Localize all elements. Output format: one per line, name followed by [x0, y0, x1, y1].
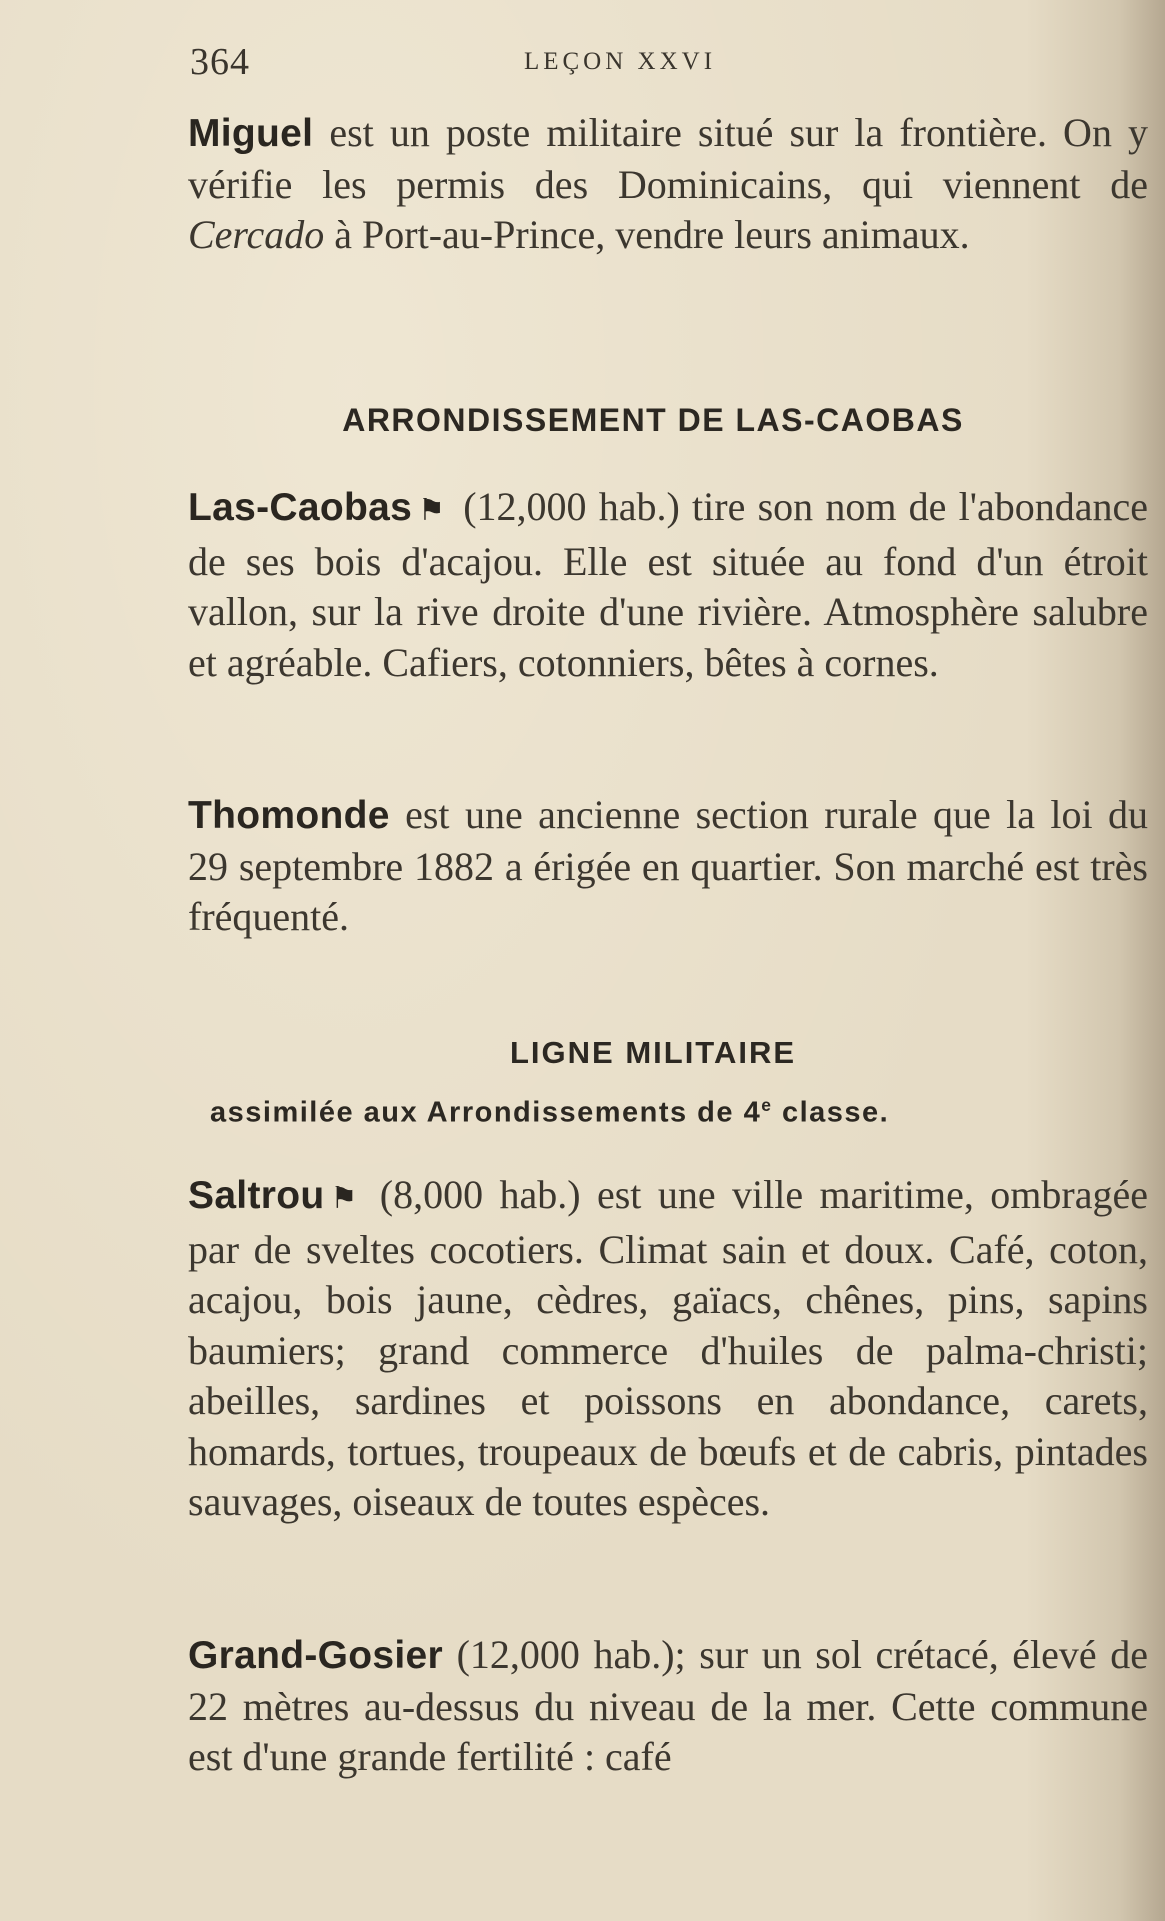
flag-icon: ⚑	[418, 493, 445, 528]
place-name-grand-gosier: Grand-Gosier	[188, 1634, 443, 1677]
paragraph-miguel	[188, 108, 1148, 261]
paragraph-grand-gosier	[188, 1630, 1148, 1783]
place-name-saltrou: Saltrou	[188, 1174, 325, 1217]
paragraph-text: (12,000 hab.) tire son nom de l'abondance de ses bois d'acajou. Elle est située au fond d'un étroit vallon, sur la rive droite d'une rivière. Atmosphère salubre et agréable. Cafiers, cotonniers, bêtes à cornes.	[188, 484, 1148, 685]
paragraph-thomonde	[188, 790, 1148, 943]
paragraph-text: (8,000 hab.) est une ville maritime, ombragée par de sveltes cocotiers. Climat sain et doux. Café, coton, acajou, bois jaune, cèdres, gaïacs, chênes, pins, sapins baumiers; grand commerce d'huiles de palma-christi; abeilles, sardines et poissons en abondance, carets, homards, tortues, troupeaux de bœufs et de cabris, pintades sauvages, oiseaux de toutes espèces.	[188, 1172, 1148, 1524]
paragraph-text: (12,000 hab.); sur un sol crétacé, élevé de 22 mètres au-dessus du niveau de la mer. Cette commune est d'une grande fertilité : café	[188, 1632, 1148, 1779]
place-name-thomonde: Thomonde	[188, 794, 390, 837]
subheading-text: assimilée aux Arrondissements de 4	[210, 1096, 762, 1129]
chapter-title: LEÇON XXVI	[523, 48, 717, 75]
paragraph-las-caobas	[188, 482, 1148, 688]
flag-icon: ⚑	[330, 1181, 358, 1216]
section-heading-las-caobas: ARRONDISSEMENT DE LAS-CAOBAS	[342, 402, 964, 438]
superscript-e: e	[761, 1095, 773, 1115]
running-head	[190, 40, 1120, 90]
paragraph-saltrou	[188, 1170, 1148, 1528]
page-number: 364	[190, 41, 250, 83]
place-name-miguel: Miguel	[188, 112, 314, 155]
paragraph-text: est un poste militaire situé sur la frontière. On y vérifie les permis des Dominicains, qui viennent de	[188, 110, 1148, 207]
paragraph-text: à Port-au-Prince, vendre leurs animaux.	[324, 212, 970, 257]
section-subheading	[210, 1095, 1140, 1130]
paragraph-text: est une ancienne section rurale que la loi du 29 septembre 1882 a érigée en quartier. Son marché est très fréquenté.	[188, 792, 1148, 939]
italic-place-cercado: Cercado	[188, 212, 325, 257]
section-heading-ligne-militaire: LIGNE MILITAIRE	[509, 1035, 797, 1070]
place-name-las-caobas: Las-Caobas	[188, 486, 413, 529]
subheading-text: classe.	[772, 1096, 890, 1129]
